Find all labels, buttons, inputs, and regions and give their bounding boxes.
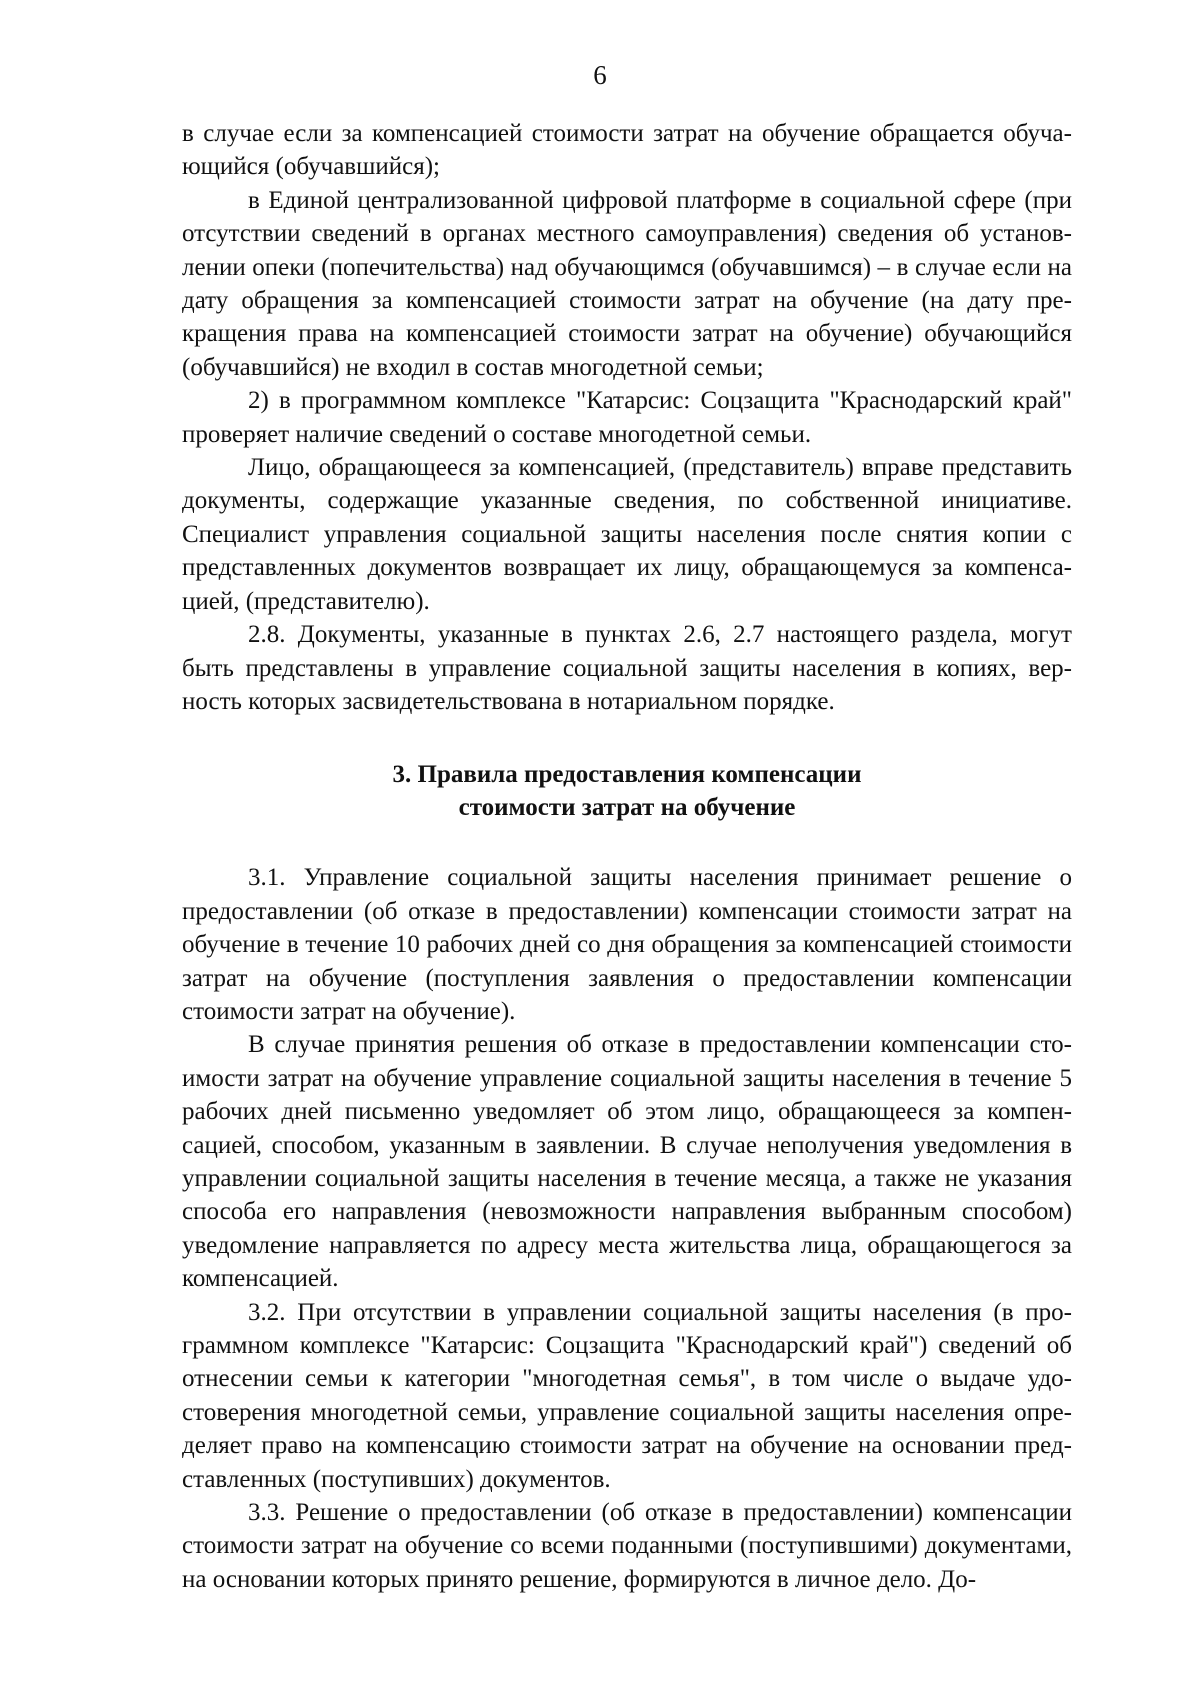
paragraph: 3.3. Решение о предоставлении (об отказе в предоставлении) компенсации стоимости затрат на обучение со всеми поданными (поступившими) документами, на основании которых принято решение, формируются в личное дело. До- bbox=[182, 1499, 1072, 1593]
page-number: 6 bbox=[593, 60, 607, 90]
paragraph: Лицо, обращающееся за компенсацией, (представитель) вправе представить документы, содержащие указанные сведения, по собственной инициативе. Специалист управления социальной защиты населения после снятия копии с представленных документов возвращает их лицу, обращающемуся за компенсацией, (представителю). bbox=[182, 454, 1072, 615]
document-body bbox=[182, 117, 1072, 1596]
paragraph: в случае если за компенсацией стоимости затрат на обучение обращается обучающийся (обучавшийся); bbox=[182, 120, 1072, 181]
section-heading-line: стоимости затрат на обучение bbox=[458, 794, 796, 822]
section-heading bbox=[182, 758, 1072, 824]
paragraph: 3.1. Управление социальной защиты населения принимает решение о предоставлении (об отказе в предоставлении) компенсации стоимости затрат на обучение в течение 10 рабочих дней со дня обращения за компенсацией стоимости затрат на обучение (поступления заявления о предоставлении компенсации стоимости затрат на обучение). bbox=[182, 864, 1072, 1025]
paragraph: 3.2. При отсутствии в управлении социальной защиты населения (в программном комплексе "Катарсис: Соцзащита "Краснодарский край") сведений об отнесении семьи к категории "многодетная семья", в том числе о выдаче удостоверения многодетной семьи, управление социальной защиты населения определяет право на компенсацию стоимости затрат на обучение на основании представленных (поступивших) документов. bbox=[182, 1298, 1072, 1493]
paragraph: 2.8. Документы, указанные в пунктах 2.6, 2.7 настоящего раздела, могут быть представлены в управление социальной защиты населения в копиях, верность которых засвидетельствована в нотариальном порядке. bbox=[182, 621, 1072, 715]
paragraph: 2) в программном комплексе "Катарсис: Соцзащита "Краснодарский край" проверяет наличие сведений о составе многодетной семьи. bbox=[182, 387, 1072, 448]
paragraph: В случае принятия решения об отказе в предоставлении компенсации стоимости затрат на обучение управление социальной защиты населения в течение 5 рабочих дней письменно уведомляет об этом лицо, обращающееся за компенсацией, способом, указанным в заявлении. В случае неполучения уведомления в управлении социальной защиты населения в течение месяца, а также не указания способа его направления (невозможности направления выбранным способом) уведомление направляется по адресу места жительства лица, обращающегося за компенсацией. bbox=[182, 1031, 1072, 1293]
section-heading-line: 3. Правила предоставления компенсации bbox=[392, 761, 862, 789]
paragraph: в Единой централизованной цифровой платформе в социальной сфере (при отсутствии сведений в органах местного самоуправления) сведения об установлении опеки (попечительства) над обучающимся (обучавшимся) – в случае если на дату обращения за компенсацией стоимости затрат на обучение (на дату прекращения права на компенсацией стоимости затрат на обучение) обучающийся (обучавшийся) не входил в состав многодетной семьи; bbox=[182, 186, 1072, 381]
